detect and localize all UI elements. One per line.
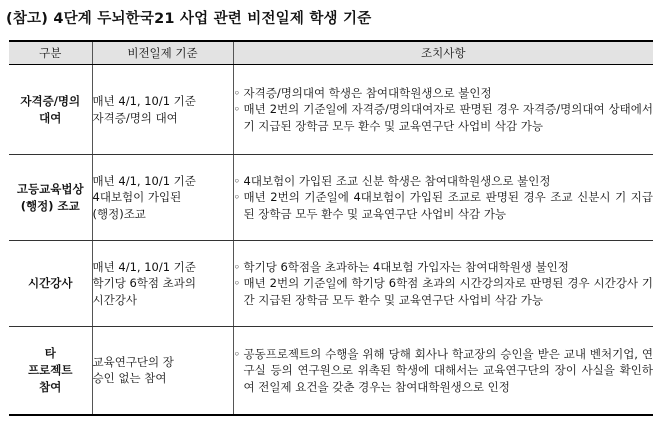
row-criteria: 교육연구단의 장 승인 없는 참여 [92,327,233,415]
row-actions [233,65,653,155]
category-text: 고등교육법상 (행정) 조교 [16,181,84,213]
header-category: 구분 [9,41,92,65]
row-criteria: 매년 4/1, 10/1 기준 4대보험이 가입된 (행정)조교 [92,155,233,241]
action-item [234,85,654,102]
action-item [234,173,654,190]
action-text: 4대보험이 가입된 조교 신분 학생은 참여대학원생으로 불인정 [243,173,551,188]
bullet-icon: ◦ [233,276,241,291]
row-category [9,241,92,327]
table-row [9,65,653,155]
header-row [9,41,653,65]
category-text: 자격증/명의 대여 [20,93,81,125]
header-criteria: 비전일제 기준 [92,41,233,65]
action-text: 매년 2번의 기준일에 자격증/명의대여자로 판명된 경우 자격증/명의대여 상태에서 기 지급된 장학금 모두 환수 및 교육연구단 사업비 삭감 가능 [243,102,653,133]
action-text: 학기당 6학점을 초과하는 4대보험 가입자는 참여대학원생 불인정 [243,259,569,274]
action-item [234,101,654,134]
row-category [9,155,92,241]
header-actions: 조치사항 [233,41,653,65]
action-item [234,346,654,396]
table-row [9,327,653,415]
action-text: 매년 2번의 기준일에 4대보험이 가입된 조교로 판명된 경우 조교 신분시 기 지급된 장학금 모두 환수 및 교육연구단 사업비 삭감 가능 [243,190,653,221]
row-criteria: 매년 4/1, 10/1 기준 학기당 6학점 초과의 시간강사 [92,241,233,327]
document-title: (참고) 4단계 두뇌한국21 사업 관련 비전일제 학생 기준 [6,11,372,27]
criteria-table [9,40,653,416]
action-item [234,189,654,222]
category-text: 타 프로젝트 참여 [28,345,73,394]
row-criteria: 매년 4/1, 10/1 기준 자격증/명의 대여 [92,65,233,155]
bullet-icon: ◦ [233,102,241,117]
action-text: 자격증/명의대여 학생은 참여대학원생으로 불인정 [243,85,492,100]
action-text: 매년 2번의 기준일에 학기당 6학점 초과의 시간강의자로 판명된 경우 시간강사 기간 지급된 장학금 모두 환수 및 교육연구단 사업비 삭감 가능 [243,276,653,307]
table-row [9,241,653,327]
category-text: 시간강사 [28,276,73,290]
bullet-icon: ◦ [233,346,241,361]
row-actions [233,155,653,241]
bullet-icon: ◦ [233,85,241,100]
table-row [9,155,653,241]
action-text: 공동프로젝트의 수행을 위해 당해 회사나 학교장의 승인을 받은 교내 벤처기업, 연구실 등의 연구원으로 위촉된 학생에 대해서는 교육연구단의 장이 사실을 확인하여 전일제 요건을 갖춘 경우는 참여대학원생으로 인정 [243,346,653,394]
bullet-icon: ◦ [233,173,241,188]
row-category [9,327,92,415]
row-actions [233,241,653,327]
row-category [9,65,92,155]
bullet-icon: ◦ [233,259,241,274]
action-item [234,275,654,308]
action-item [234,259,654,276]
bullet-icon: ◦ [233,190,241,205]
row-actions [233,327,653,415]
